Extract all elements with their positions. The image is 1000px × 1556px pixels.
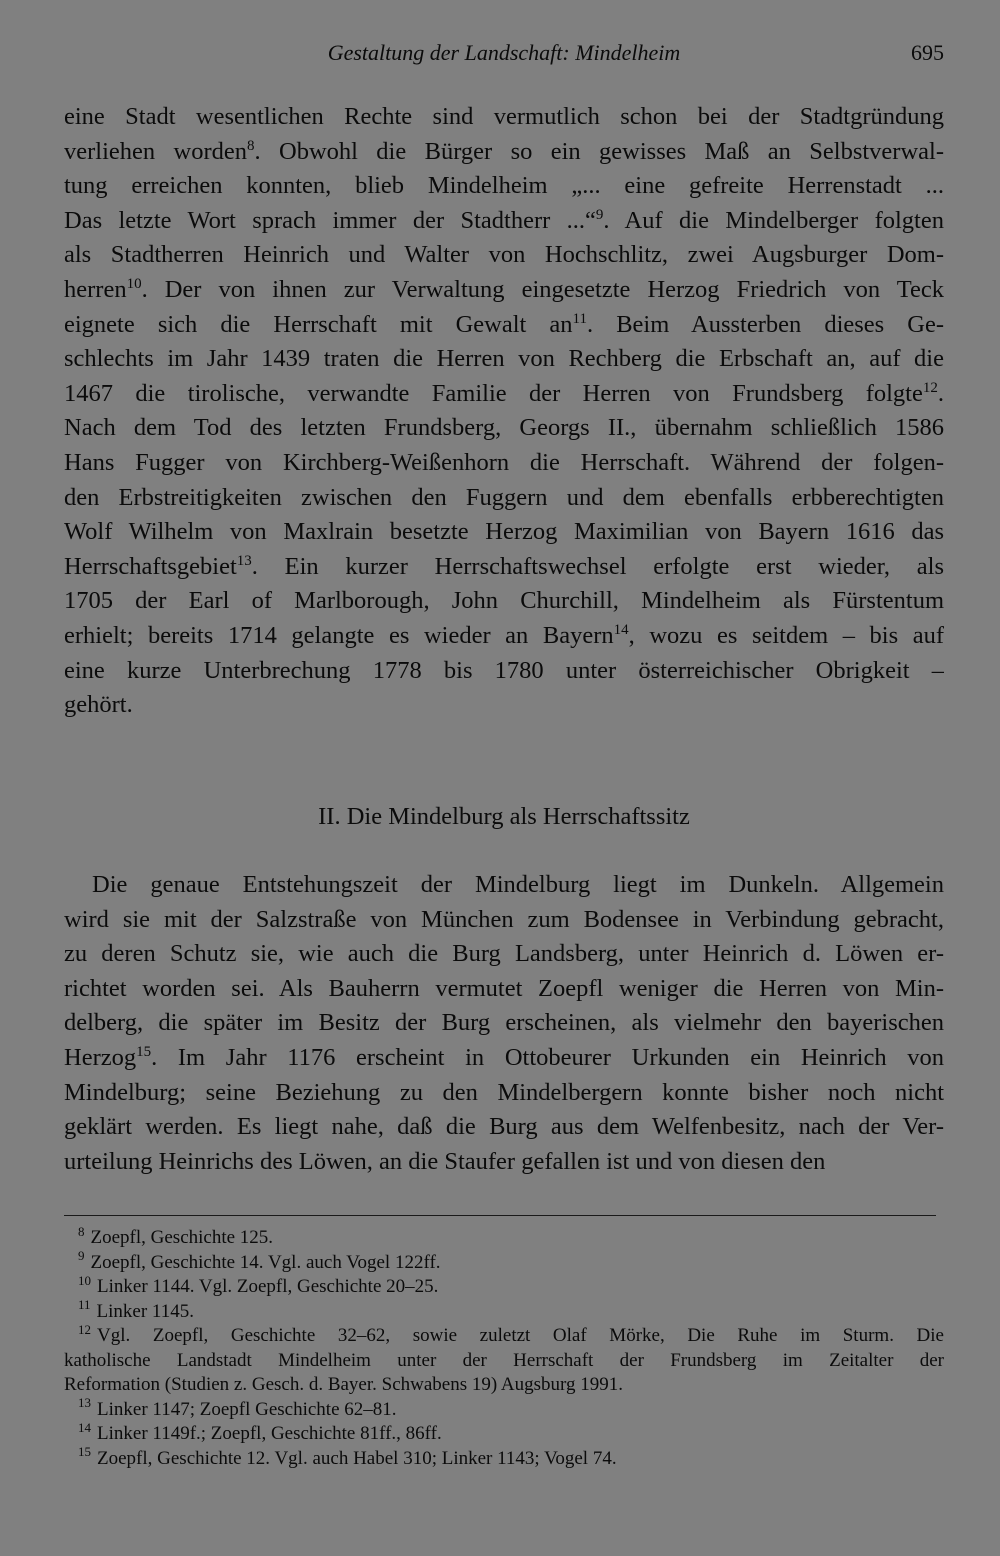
section-heading: II. Die Mindelburg als Herrschaftssitz xyxy=(318,803,690,830)
line-text: eine kurze Unterbrechung 1778 bis 1780 unter österreichischer Obrigkeit – xyxy=(64,656,944,684)
line-text: Nach dem Tod des letzten Frundsberg, Georgs II., übernahm schließlich 1586 xyxy=(64,414,944,442)
line-text-tail: . Der von ihnen zur Verwaltung eingesetzte Herzog Friedrich von Teck xyxy=(141,275,944,303)
line-text: Herrschaftsgebiet xyxy=(64,552,237,580)
footnote-reference: 10 xyxy=(126,275,142,292)
text-line xyxy=(64,688,944,723)
text-line xyxy=(64,937,944,972)
line-text: delberg, die später im Besitz der Burg erscheinen, als vielmehr den bayerischen xyxy=(64,1009,944,1037)
line-text: eine Stadt wesentlichen Rechte sind vermutlich schon bei der Stadtgründung xyxy=(64,103,944,130)
line-text: urteilung Heinrichs des Löwen, an die Staufer gefallen ist und von diesen den xyxy=(64,1147,826,1175)
text-line xyxy=(64,446,944,481)
text-line xyxy=(64,972,944,1007)
footnote-number: 13 xyxy=(78,1395,91,1411)
line-text-tail: . Ein kurzer Herrschaftswechsel erfolgte erst wieder, als xyxy=(251,552,944,580)
line-text: Die genaue Entstehungszeit der Mindelburg liegt im Dunkeln. Allgemein xyxy=(92,871,944,898)
line-text: gehört. xyxy=(64,691,133,719)
footnote xyxy=(64,1419,944,1447)
text-line xyxy=(64,1110,944,1145)
footnote-text: Linker 1145. xyxy=(96,1300,194,1322)
text-line xyxy=(64,308,944,343)
footnote-reference: 14 xyxy=(613,621,629,638)
footnote-number: 9 xyxy=(78,1248,85,1264)
footnote xyxy=(64,1297,944,1325)
footnote xyxy=(64,1248,944,1276)
text-line xyxy=(64,654,944,689)
footnote-number: 12 xyxy=(78,1321,91,1337)
footnote-text: Reformation (Studien z. Gesch. d. Bayer. Schwabens 19) Augsburg 1991. xyxy=(64,1374,624,1395)
paragraph-1 xyxy=(64,100,944,723)
footnote-divider xyxy=(64,1215,936,1216)
text-line xyxy=(64,868,944,903)
text-line xyxy=(64,238,944,273)
footnote xyxy=(64,1272,944,1300)
footnote-line xyxy=(64,1349,944,1374)
text-line xyxy=(64,619,944,654)
footnote-text: Linker 1147; Zoepfl Geschichte 62–81. xyxy=(97,1398,397,1420)
text-line xyxy=(64,903,944,938)
line-text: Wolf Wilhelm von Maxlrain besetzte Herzog Maximilian von Bayern 1616 das xyxy=(64,518,944,546)
text-line xyxy=(64,1145,944,1180)
line-text: wird sie mit der Salzstraße von München zum Bodensee in Verbindung gebracht, xyxy=(64,905,944,933)
footnote xyxy=(64,1321,944,1398)
line-text-tail: . Beim Aussterben dieses Ge- xyxy=(587,310,944,338)
footnote-reference: 9 xyxy=(595,206,604,223)
footnote-text: Linker 1144. Vgl. Zoepfl, Geschichte 20–25. xyxy=(97,1276,439,1297)
footnote-text: katholische Landstadt Mindelheim unter der Herrschaft der Frundsberg im Zeitalter der xyxy=(64,1349,944,1371)
page-number: 695 xyxy=(911,40,944,65)
text-line xyxy=(64,135,944,170)
footnote-text: Zoepfl, Geschichte 125. xyxy=(90,1227,274,1248)
running-head-title: Gestaltung der Landschaft: Mindelheim xyxy=(327,40,681,65)
footnote-reference: 13 xyxy=(236,552,252,569)
line-text: als Stadtherren Heinrich und Walter von Hochschlitz, zwei Augsburger Dom- xyxy=(64,241,944,269)
footnote-number: 15 xyxy=(78,1444,91,1460)
footnote-reference: 12 xyxy=(922,379,938,396)
line-text: 1467 die tirolische, verwandte Familie der Herren von Frundsberg folgte xyxy=(64,379,923,407)
footnote-line xyxy=(64,1272,944,1300)
line-text: Hans Fugger von Kirchberg-Weißenhorn die Herrschaft. Während der folgen- xyxy=(64,448,944,476)
line-text: 1705 der Earl of Marlborough, John Churchill, Mindelheim als Fürstentum xyxy=(64,587,944,615)
footnote-line xyxy=(64,1248,944,1276)
text-line xyxy=(64,1076,944,1111)
line-text-tail: , wozu es seitdem – bis auf xyxy=(628,621,944,649)
footnote-reference: 11 xyxy=(572,310,587,327)
footnote-number: 11 xyxy=(78,1297,91,1313)
footnote-text: Vgl. Zoepfl, Geschichte 32–62, sowie zuletzt Olaf Mörke, Die Ruhe im Sturm. Die xyxy=(97,1325,944,1346)
text-line xyxy=(64,100,944,135)
footnote-line xyxy=(64,1321,944,1349)
text-line xyxy=(64,515,944,550)
text-line xyxy=(64,584,944,619)
footnote-text: Linker 1149f.; Zoepfl, Geschichte 81ff., 86ff. xyxy=(97,1423,442,1444)
line-text: schlechts im Jahr 1439 traten die Herren von Rechberg die Erbschaft an, auf die xyxy=(64,345,944,373)
footnote-line xyxy=(64,1395,944,1423)
footnote-reference: 8 xyxy=(247,137,255,154)
footnote-number: 14 xyxy=(78,1419,91,1435)
line-text: richtet worden sei. Als Bauherrn vermutet Zoepfl weniger die Herren von Min- xyxy=(64,974,944,1002)
line-text: geklärt werden. Es liegt nahe, daß die Burg aus dem Welfenbesitz, nach der Ver- xyxy=(64,1113,944,1141)
footnote-line xyxy=(64,1419,944,1447)
footnote xyxy=(64,1444,944,1472)
text-line xyxy=(64,377,944,412)
footnote xyxy=(64,1395,944,1423)
footnote xyxy=(64,1223,944,1251)
line-text: Herzog xyxy=(64,1043,137,1071)
line-text: erhielt; bereits 1714 gelangte es wieder an Bayern xyxy=(64,621,614,649)
line-text: zu deren Schutz sie, wie auch die Burg Landsberg, unter Heinrich d. Löwen er- xyxy=(64,940,944,968)
text-line xyxy=(64,1041,944,1076)
footnote-text: Zoepfl, Geschichte 14. Vgl. auch Vogel 122ff. xyxy=(90,1251,441,1273)
line-text-tail: . xyxy=(937,379,944,407)
footnote-reference: 15 xyxy=(136,1043,152,1060)
line-text: verliehen worden xyxy=(64,137,247,165)
line-text: den Erbstreitigkeiten zwischen den Fuggern und dem ebenfalls erbberechtigten xyxy=(64,483,944,511)
text-line xyxy=(64,273,944,308)
text-line xyxy=(64,342,944,377)
line-text: tung erreichen konnten, blieb Mindelheim „... eine gefreite Herrenstadt ... xyxy=(64,172,944,200)
text-line xyxy=(64,1006,944,1041)
text-line xyxy=(64,411,944,446)
text-line xyxy=(64,481,944,516)
paragraph-2 xyxy=(64,868,944,1179)
line-text-tail: . Im Jahr 1176 erscheint in Ottobeurer Urkunden ein Heinrich von xyxy=(151,1043,944,1071)
text-line xyxy=(64,550,944,585)
footnote-line xyxy=(64,1223,944,1251)
footnote-number: 8 xyxy=(78,1223,85,1239)
footnote-line xyxy=(64,1373,944,1398)
line-text-tail: . Obwohl die Bürger so ein gewisses Maß an Selbstverwal- xyxy=(254,137,944,165)
running-head xyxy=(64,40,944,76)
line-text: herren xyxy=(64,275,127,303)
text-line xyxy=(64,169,944,204)
footnotes xyxy=(64,1223,944,1471)
text-line xyxy=(64,204,944,239)
line-text-tail: . Auf die Mindelberger folgten xyxy=(603,206,944,234)
line-text: eignete sich die Herrschaft mit Gewalt an xyxy=(64,310,573,338)
footnote-text: Zoepfl, Geschichte 12. Vgl. auch Habel 310; Linker 1143; Vogel 74. xyxy=(97,1447,617,1469)
line-text: Mindelburg; seine Beziehung zu den Mindelbergern konnte bisher noch nicht xyxy=(64,1078,944,1106)
footnote-line xyxy=(64,1444,944,1472)
footnote-number: 10 xyxy=(78,1272,91,1288)
line-text: Das letzte Wort sprach immer der Stadtherr ...“ xyxy=(64,206,596,234)
footnote-line xyxy=(64,1297,944,1325)
